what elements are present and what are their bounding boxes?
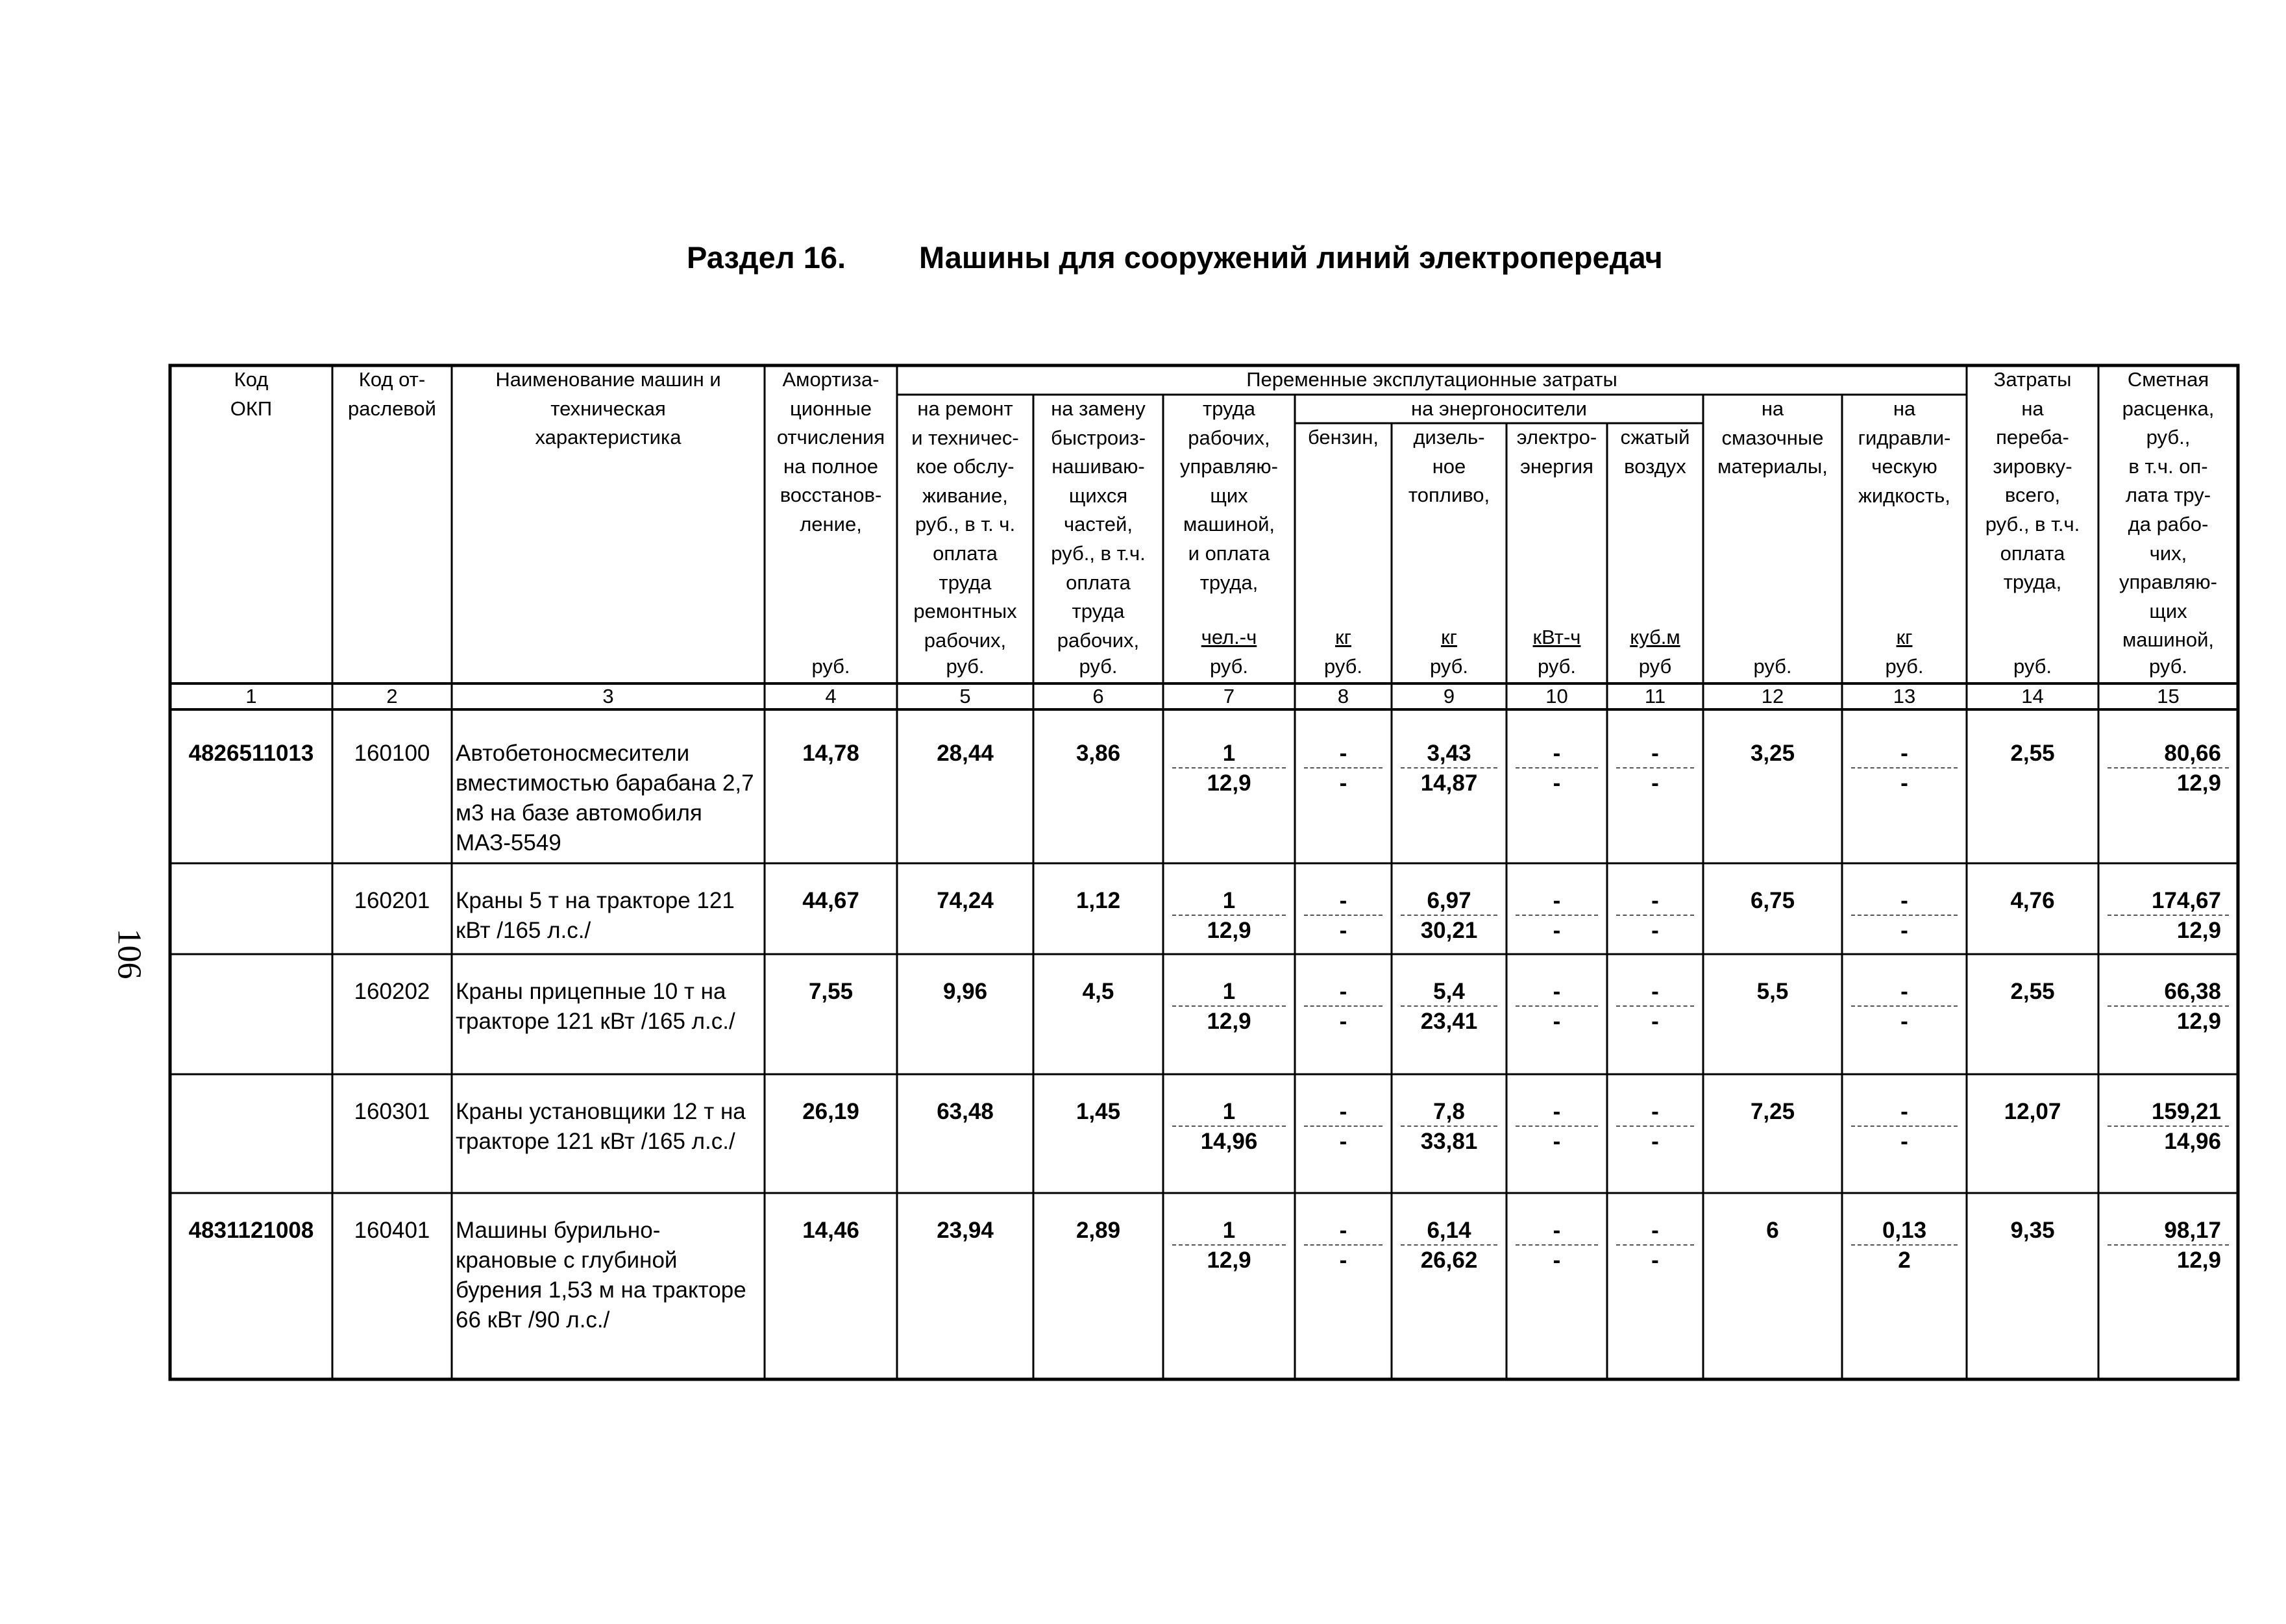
- cell-diesel-bottom: 33,81: [1420, 1129, 1478, 1154]
- cell-elec-bottom: -: [1553, 1009, 1561, 1034]
- fraction-rule: [2108, 915, 2229, 916]
- column-number: 5: [959, 685, 971, 707]
- cell-parts: 4,5: [1082, 979, 1114, 1004]
- cell-diesel-top: 6,97: [1427, 888, 1471, 913]
- fraction-rule: [1401, 1126, 1497, 1127]
- header-repair-unit: руб.: [946, 655, 985, 678]
- cell-petrol-top: -: [1339, 741, 1347, 766]
- cell-rate-bottom: 12,9: [2176, 918, 2221, 943]
- header-rate-unit: руб.: [2148, 655, 2188, 678]
- page-number: 106: [110, 928, 148, 979]
- header-labor-unit: руб.: [1209, 655, 1249, 678]
- cell-machine-name: Автобетоносмесители вместимостью барабана 2,7 м3 на базе автомобиля МАЗ-5549: [456, 741, 754, 855]
- cell-air-top: -: [1651, 1099, 1659, 1124]
- cell-elec-bottom: -: [1553, 770, 1561, 796]
- fraction-rule: [2108, 1244, 2229, 1246]
- cell-hydr-top: -: [1900, 741, 1908, 766]
- header-air-unit-top: куб.м: [1630, 626, 1680, 648]
- cell-parts: 3,86: [1075, 741, 1121, 766]
- cell-elec-top: -: [1553, 741, 1561, 766]
- cell-labor-top: 1: [1222, 1099, 1236, 1124]
- cell-labor-bottom: 12,9: [1207, 1248, 1251, 1273]
- column-number: 12: [1761, 685, 1784, 707]
- fraction-rule: [1304, 1005, 1383, 1007]
- fraction-rule: [1172, 1244, 1286, 1246]
- fraction-rule: [1401, 915, 1497, 916]
- cell-elec-top: -: [1553, 1218, 1561, 1243]
- column-number: 1: [245, 685, 257, 707]
- cell-petrol-top: -: [1339, 888, 1347, 913]
- header-air: сжатый воздух: [1620, 426, 1690, 478]
- cell-machine-name: Краны прицепные 10 т на тракторе 121 кВт /165 л.с./: [456, 979, 735, 1034]
- cell-petrol-bottom: -: [1339, 1129, 1347, 1154]
- fraction-rule: [1616, 767, 1694, 769]
- cell-petrol-bottom: -: [1339, 1248, 1347, 1273]
- fraction-rule: [1616, 1005, 1694, 1007]
- cell-hydr-top: -: [1900, 979, 1908, 1004]
- column-number: 8: [1337, 685, 1349, 707]
- header-transfer: Затраты на переба- зировку- всего, руб., в т.ч. оплата труда,: [1985, 368, 2080, 594]
- cell-diesel-top: 3,43: [1427, 741, 1471, 766]
- cell-elec-bottom: -: [1553, 1248, 1561, 1273]
- cell-machine-name: Машины бурильно-крановые с глубиной бурения 1,53 м на тракторе 66 кВт /90 л.с./: [456, 1218, 746, 1333]
- cell-labor-top: 1: [1222, 888, 1236, 913]
- fraction-rule: [1616, 915, 1694, 916]
- header-hydraulic-unit: руб.: [1885, 655, 1924, 678]
- column-number: 10: [1545, 685, 1568, 707]
- cell-diesel-top: 6,14: [1427, 1218, 1471, 1243]
- header-petrol-unit: руб.: [1323, 655, 1363, 678]
- header-amortization: Амортиза- ционные отчисления на полное восстанов- ление,: [776, 368, 885, 535]
- cell-lube: 6,75: [1750, 888, 1795, 913]
- cell-repair: 74,24: [937, 888, 994, 913]
- cell-hydr-bottom: -: [1900, 1009, 1908, 1034]
- cell-code-okp: 4831121008: [188, 1218, 314, 1243]
- cell-petrol-bottom: -: [1339, 770, 1347, 796]
- cell-elec-top: -: [1553, 1099, 1561, 1124]
- cell-repair: 9,96: [942, 979, 988, 1004]
- column-number: 9: [1443, 685, 1455, 707]
- cell-hydr-top: -: [1900, 888, 1908, 913]
- cell-parts: 1,12: [1075, 888, 1121, 913]
- cell-elec-bottom: -: [1553, 1129, 1561, 1154]
- cell-labor-bottom: 12,9: [1207, 1009, 1251, 1034]
- cell-repair: 23,94: [937, 1218, 994, 1243]
- fraction-rule: [1851, 1005, 1958, 1007]
- fraction-rule: [1401, 1005, 1497, 1007]
- fraction-rule: [1304, 915, 1383, 916]
- cell-transfer: 2,55: [2010, 741, 2055, 766]
- cell-hydr-bottom: -: [1900, 918, 1908, 943]
- cell-elec-bottom: -: [1553, 918, 1561, 943]
- cell-lube: 5,5: [1756, 979, 1789, 1004]
- cell-transfer: 9,35: [2010, 1218, 2055, 1243]
- fraction-rule: [1516, 1126, 1598, 1127]
- cell-rate-top: 159,21: [2151, 1099, 2221, 1124]
- header-labor: труда рабочих, управляю- щих машиной, и оплата труда,: [1180, 397, 1278, 594]
- cell-hydr-bottom: 2: [1898, 1248, 1911, 1273]
- cell-air-bottom: -: [1651, 1248, 1659, 1273]
- fraction-rule: [1516, 915, 1598, 916]
- cell-amort: 26,19: [802, 1099, 859, 1124]
- header-group-variable-costs: Переменные эксплутационные затраты: [1246, 368, 1617, 391]
- header-diesel-unit-top: кг: [1441, 626, 1457, 648]
- header-rate: Сметная расценка, руб., в т.ч. оп- лата тру- да рабо- чих, управляю- щих машиной,: [2119, 368, 2217, 652]
- cell-petrol-top: -: [1339, 1099, 1347, 1124]
- cell-petrol-bottom: -: [1339, 1009, 1347, 1034]
- cell-air-top: -: [1651, 1218, 1659, 1243]
- cell-amort: 14,46: [802, 1218, 859, 1243]
- header-parts: на замену быстроиз- нашиваю- щихся частей, руб., в т.ч. оплата труда рабочих,: [1050, 397, 1146, 652]
- cell-rate-top: 66,38: [2164, 979, 2221, 1004]
- header-electricity-unit-top: кВт-ч: [1532, 626, 1581, 648]
- header-petrol: бензин,: [1307, 426, 1379, 449]
- cell-labor-top: 1: [1222, 741, 1236, 766]
- cell-diesel-top: 5,4: [1433, 979, 1465, 1004]
- cell-code-branch: 160301: [354, 1099, 430, 1124]
- fraction-rule: [2108, 1005, 2229, 1007]
- header-repair: на ремонт и техничес- кое обслу- живание, руб., в т. ч. оплата труда ремонтных рабочих,: [911, 397, 1019, 652]
- column-number: 14: [2021, 685, 2044, 707]
- cell-code-okp: 4826511013: [188, 741, 314, 766]
- cell-rate-top: 174,67: [2151, 888, 2221, 913]
- cell-labor-bottom: 12,9: [1207, 918, 1251, 943]
- cell-elec-top: -: [1553, 888, 1561, 913]
- fraction-rule: [1172, 1126, 1286, 1127]
- cell-parts: 2,89: [1075, 1218, 1121, 1243]
- cell-amort: 14,78: [802, 741, 859, 766]
- cell-diesel-top: 7,8: [1433, 1099, 1465, 1124]
- cell-code-branch: 160201: [354, 888, 430, 913]
- cell-rate-bottom: 12,9: [2176, 1248, 2221, 1273]
- header-labor-unit-top: чел.-ч: [1201, 626, 1257, 648]
- cell-repair: 63,48: [937, 1099, 994, 1124]
- header-code-okp: Код ОКП: [230, 368, 273, 420]
- fraction-rule: [1304, 1244, 1383, 1246]
- cell-machine-name: Краны установщики 12 т на тракторе 121 кВт /165 л.с./: [456, 1099, 746, 1154]
- cell-petrol-top: -: [1339, 1218, 1347, 1243]
- cell-air-bottom: -: [1651, 770, 1659, 796]
- cell-lube: 3,25: [1750, 741, 1795, 766]
- cell-air-bottom: -: [1651, 1129, 1659, 1154]
- cell-rate-bottom: 14,96: [2164, 1129, 2221, 1154]
- cell-transfer: 4,76: [2010, 888, 2055, 913]
- fraction-rule: [1516, 767, 1598, 769]
- cell-code-branch: 160202: [354, 979, 430, 1004]
- header-petrol-unit-top: кг: [1335, 626, 1351, 648]
- header-hydraulic-unit-top: кг: [1896, 626, 1913, 648]
- fraction-rule: [1516, 1244, 1598, 1246]
- column-number: 4: [825, 685, 837, 707]
- cell-amort: 44,67: [802, 888, 859, 913]
- cell-air-top: -: [1651, 741, 1659, 766]
- header-group-energy: на энергоносители: [1411, 397, 1587, 420]
- cell-repair: 28,44: [937, 741, 994, 766]
- cell-hydr-bottom: -: [1900, 1129, 1908, 1154]
- header-parts-unit: руб.: [1079, 655, 1118, 678]
- cell-hydr-top: 0,13: [1882, 1218, 1927, 1243]
- cell-machine-name: Краны 5 т на тракторе 121 кВт /165 л.с./: [456, 888, 735, 943]
- cell-labor-top: 1: [1222, 1218, 1236, 1243]
- fraction-rule: [1616, 1244, 1694, 1246]
- fraction-rule: [1401, 1244, 1497, 1246]
- cell-parts: 1,45: [1075, 1099, 1121, 1124]
- fraction-rule: [1172, 767, 1286, 769]
- cell-petrol-top: -: [1339, 979, 1347, 1004]
- cell-transfer: 2,55: [2010, 979, 2055, 1004]
- cell-hydr-top: -: [1900, 1099, 1908, 1124]
- cell-code-branch: 160401: [354, 1218, 430, 1243]
- header-code-branch: Код от- раслевой: [348, 368, 436, 420]
- header-amortization-unit: руб.: [811, 655, 850, 678]
- header-electricity: электро- энергия: [1516, 426, 1597, 478]
- fraction-rule: [1304, 767, 1383, 769]
- cell-air-bottom: -: [1651, 918, 1659, 943]
- header-electricity-unit: руб.: [1537, 655, 1577, 678]
- cell-rate-top: 80,66: [2164, 741, 2221, 766]
- cell-petrol-bottom: -: [1339, 918, 1347, 943]
- header-lubricants-unit: руб.: [1753, 655, 1792, 678]
- fraction-rule: [1851, 1244, 1958, 1246]
- cell-diesel-bottom: 26,62: [1420, 1248, 1478, 1273]
- cell-rate-bottom: 12,9: [2176, 770, 2221, 796]
- fraction-rule: [1172, 915, 1286, 916]
- column-number: 11: [1644, 685, 1666, 707]
- cell-rate-bottom: 12,9: [2176, 1009, 2221, 1034]
- cell-elec-top: -: [1553, 979, 1561, 1004]
- fraction-rule: [1516, 1005, 1598, 1007]
- cell-labor-bottom: 14,96: [1200, 1129, 1258, 1154]
- fraction-rule: [2108, 767, 2229, 769]
- fraction-rule: [1172, 1005, 1286, 1007]
- column-number: 13: [1893, 685, 1916, 707]
- cell-labor-top: 1: [1222, 979, 1236, 1004]
- column-number: 2: [386, 685, 398, 707]
- fraction-rule: [1851, 915, 1958, 916]
- header-diesel: дизель- ное топливо,: [1408, 426, 1490, 507]
- header-diesel-unit: руб.: [1429, 655, 1469, 678]
- column-number: 6: [1092, 685, 1104, 707]
- fraction-rule: [2108, 1126, 2229, 1127]
- header-hydraulic: на гидравли- ческую жидкость,: [1858, 397, 1951, 507]
- cell-diesel-bottom: 23,41: [1420, 1009, 1478, 1034]
- cell-hydr-bottom: -: [1900, 770, 1908, 796]
- column-number: 3: [602, 685, 614, 707]
- cell-air-top: -: [1651, 979, 1659, 1004]
- column-number: 15: [2157, 685, 2180, 707]
- header-machine-name: Наименование машин и техническая характеристика: [495, 368, 721, 449]
- fraction-rule: [1851, 767, 1958, 769]
- cell-amort: 7,55: [808, 979, 854, 1004]
- section-title: Машины для сооружений линий электропередач: [919, 240, 1663, 275]
- cell-air-top: -: [1651, 888, 1659, 913]
- fraction-rule: [1401, 767, 1497, 769]
- header-air-unit: руб: [1638, 655, 1672, 678]
- header-lubricants: на смазочные материалы,: [1717, 397, 1828, 478]
- cell-code-branch: 160100: [354, 741, 430, 766]
- fraction-rule: [1304, 1126, 1383, 1127]
- cell-labor-bottom: 12,9: [1207, 770, 1251, 796]
- column-number: 7: [1223, 685, 1235, 707]
- header-transfer-unit: руб.: [2013, 655, 2052, 678]
- cell-air-bottom: -: [1651, 1009, 1659, 1034]
- cell-lube: 7,25: [1750, 1099, 1795, 1124]
- fraction-rule: [1616, 1126, 1694, 1127]
- cell-rate-top: 98,17: [2164, 1218, 2221, 1243]
- cell-transfer: 12,07: [2004, 1099, 2061, 1124]
- cell-diesel-bottom: 30,21: [1420, 918, 1478, 943]
- fraction-rule: [1851, 1126, 1958, 1127]
- section-label: Раздел 16.: [687, 240, 846, 275]
- cell-lube: 6: [1766, 1218, 1779, 1243]
- cell-diesel-bottom: 14,87: [1420, 770, 1478, 796]
